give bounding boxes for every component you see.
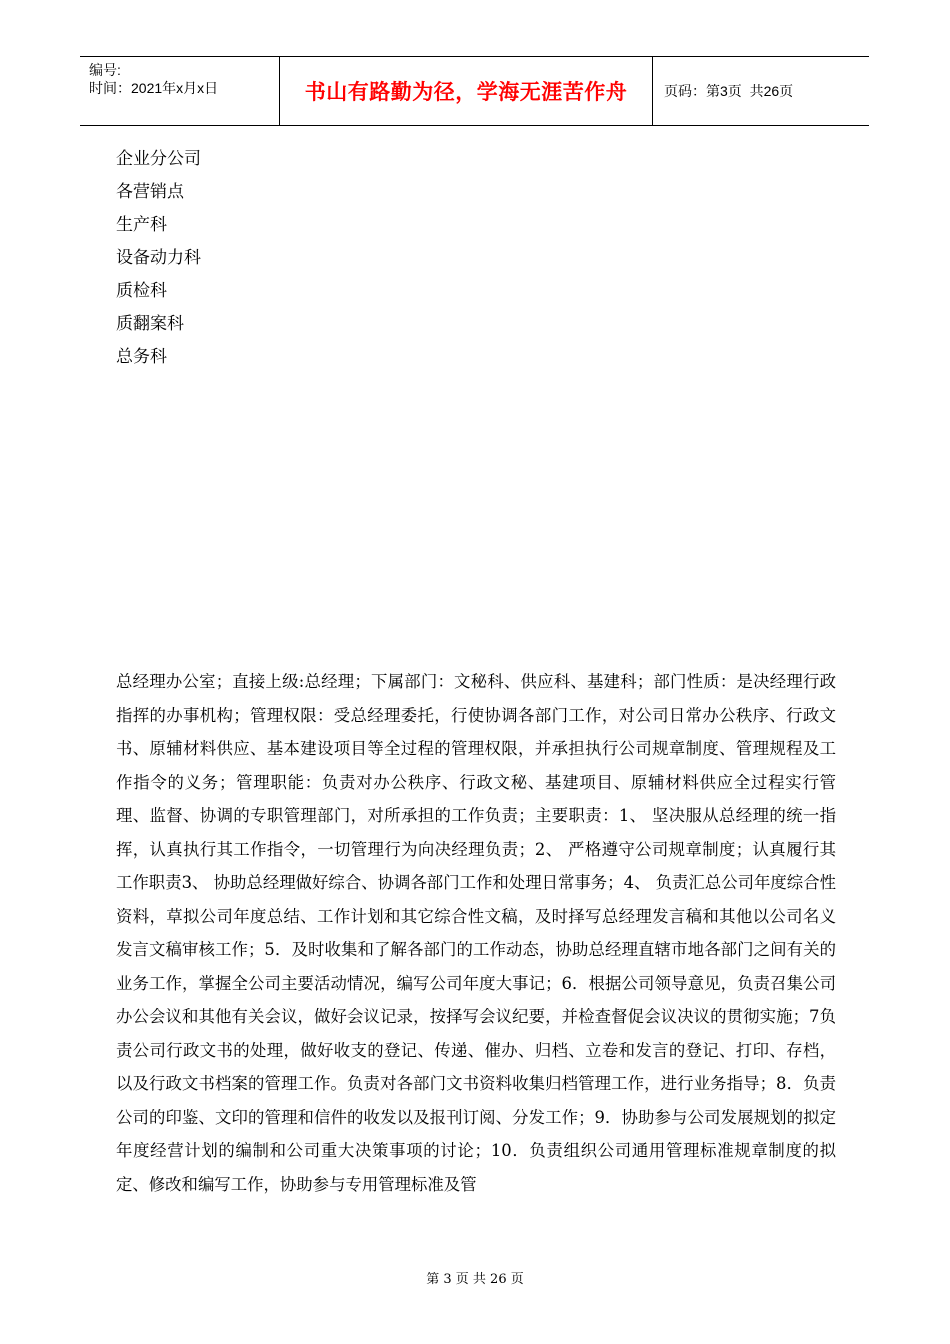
list-item: 质检科 bbox=[116, 281, 167, 301]
page-footer: 第 3 页 共 26 页 bbox=[426, 1272, 524, 1287]
page-current: 3 bbox=[720, 83, 728, 99]
header-motto-cell bbox=[280, 57, 653, 125]
page-total: 26 bbox=[763, 83, 780, 99]
list-item: 企业分公司 bbox=[116, 149, 201, 169]
header-meta bbox=[80, 57, 280, 125]
body-paragraph: 总经理办公室；直接上级:总经理；下属部门：文秘科、供应科、基建科；部门性质：是决经理行政指挥的办事机构；管理权限：受总经理委托，行使协调各部门工作，对公司日常办公秩序、行政文书、原辅材料供应、基本建设项目等全过程的管理权限，并承担执行公司规章制度、管理规程及工作指令的义务；管理职能：负责对办公秩序、行政文秘、基建项目、原辅材料供应全过程实行管理、监督、协调的专职管理部门，对所承担的工作负责；主要职责：1、 坚决服从总经理的统一指挥，认真执行其工作指令，一切管理行为向决经理负责；2、 严格遵守公司规章制度；认真履行其工作职责3、 协助总经理做好综合、协调各部门工作和处理日常事务；4、 负责汇总公司年度综合性资料，草拟公司年度总结、工作计划和其它综合性文稿，及时择写总经理发言稿和其他以公司名义发言文稿审核工作；5．及时收集和了解各部门的工作动态，协助总经理直辖市地各部门之间有关的业务工作，掌握全公司主要活动情况，编写公司年度大事记；6．根据公司领导意见，负责召集公司办公会议和其他有关会议，做好会议记录，按择写会议纪要，并检查督促会议决议的贯彻实施；7负责公司行政文书的处理，做好收支的登记、传递、催办、归档、立卷和发言的登记、打印、存档，以及行政文书档案的管理工作。负责对各部门文书资料收集归档管理工作，进行业务指导；8．负责公司的印鉴、文印的管理和信件的收发以及报刊订阅、分发工作；9．协助参与公司发展规划的拟定年度经营计划的编制和公司重大决策事项的讨论；10．负责组织公司通用管理标准规章制度的拟定、修改和编写工作，协助参与专用管理标准及管 bbox=[116, 672, 836, 1194]
department-list bbox=[116, 143, 201, 374]
page-end: 页 bbox=[779, 83, 794, 99]
page-mid: 页 共 bbox=[727, 83, 764, 99]
list-item: 生产科 bbox=[116, 215, 167, 235]
header-motto: 书山有路勤为径，学海无涯苦作舟 bbox=[304, 80, 628, 104]
list-item: 设备动力科 bbox=[116, 248, 201, 268]
page-label: 页码：第 bbox=[664, 83, 720, 99]
document-time: 时间：2021年x月x日 bbox=[89, 80, 219, 96]
header-page-info bbox=[653, 57, 869, 125]
document-number-label: 编号: bbox=[89, 62, 121, 78]
list-item: 总务科 bbox=[116, 347, 167, 367]
list-item: 质翻案科 bbox=[116, 314, 184, 334]
page-header bbox=[80, 56, 869, 126]
list-item: 各营销点 bbox=[116, 182, 184, 202]
